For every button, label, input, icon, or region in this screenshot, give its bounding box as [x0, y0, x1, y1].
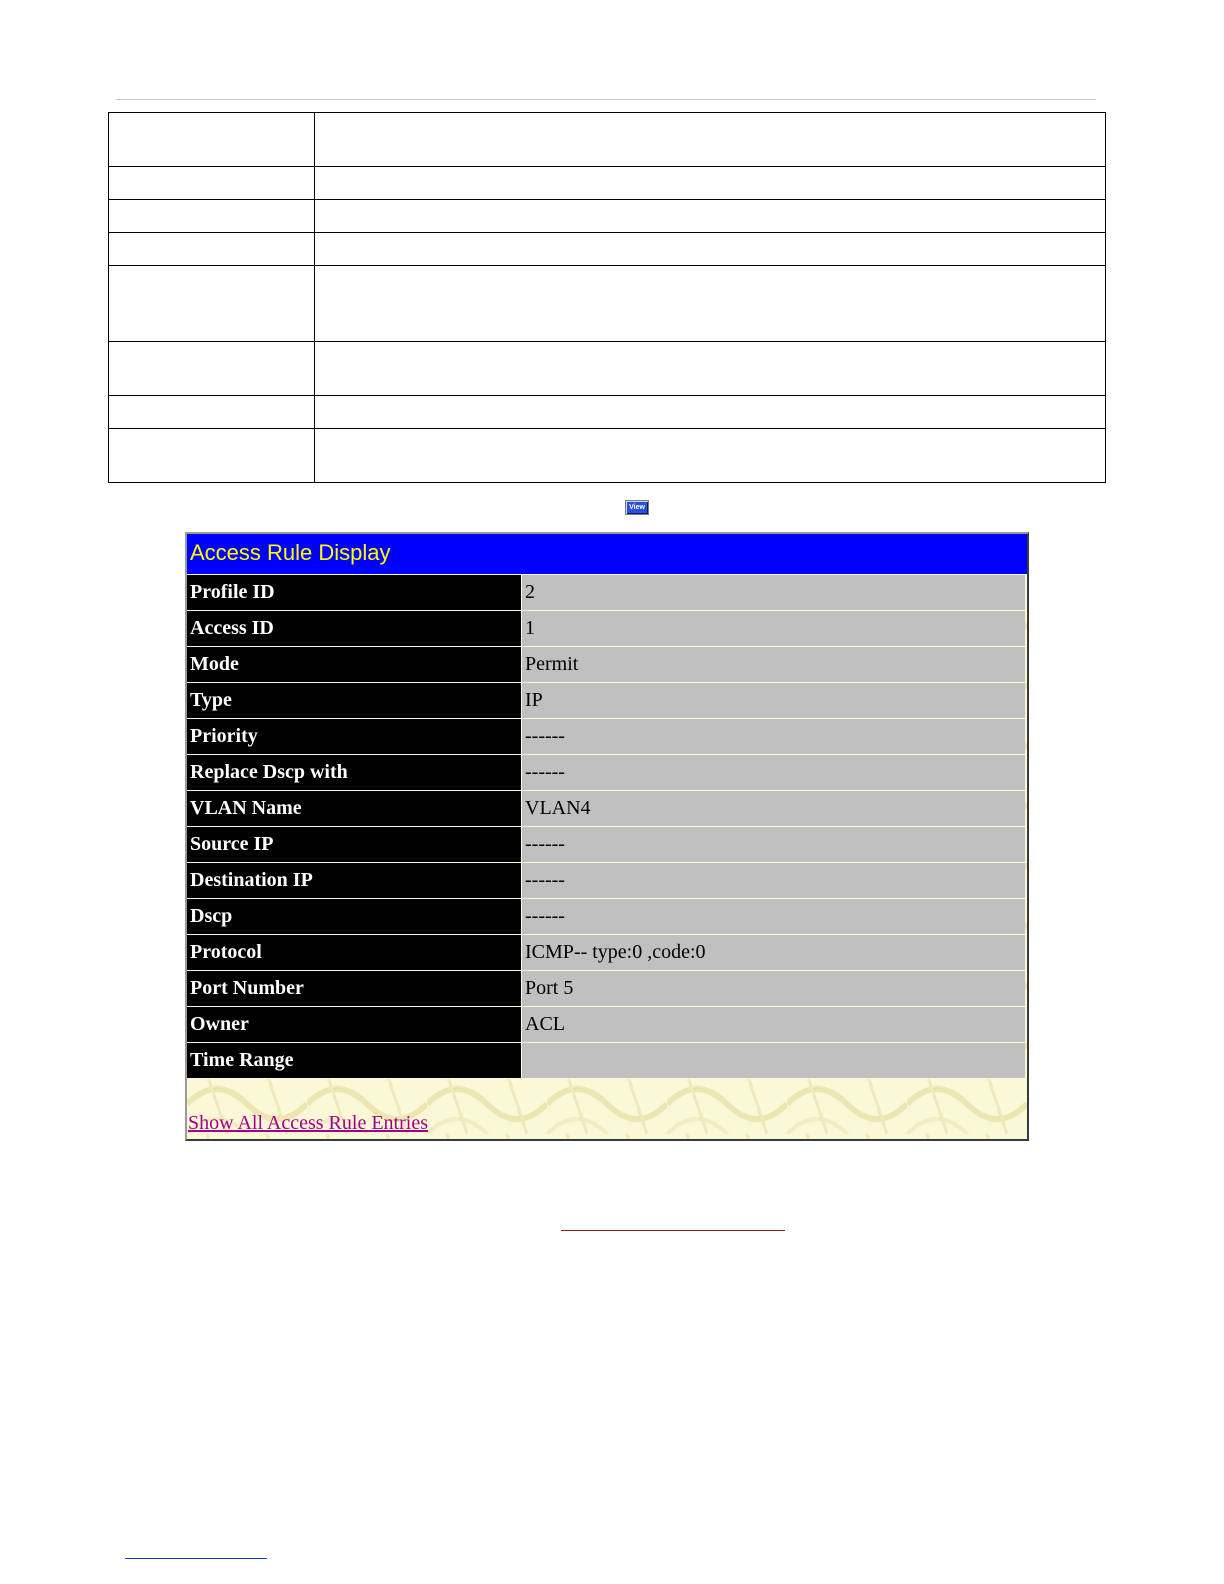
row-label: Protocol	[187, 935, 522, 971]
table-row	[187, 683, 1025, 719]
table-row	[187, 1043, 1025, 1079]
table-row	[187, 1007, 1025, 1043]
table-row	[187, 791, 1025, 827]
table-row	[109, 342, 1106, 396]
row-value: VLAN4	[522, 791, 1025, 827]
table-row	[187, 611, 1025, 647]
table-row	[109, 167, 1106, 200]
row-value: 1	[522, 611, 1025, 647]
table-row	[109, 233, 1106, 266]
row-label: Access ID	[187, 611, 522, 647]
table-row	[187, 971, 1025, 1007]
row-label: Port Number	[187, 971, 522, 1007]
table-row	[187, 647, 1025, 683]
panel-title-bar	[187, 534, 1027, 575]
row-value: Permit	[522, 647, 1025, 683]
table-row	[109, 429, 1106, 483]
table-row	[187, 899, 1025, 935]
row-value: ------	[522, 827, 1025, 863]
view-button[interactable]: View	[625, 500, 649, 515]
row-label: Type	[187, 683, 522, 719]
blue-footer-rule	[125, 1558, 267, 1559]
row-value: ICMP-- type:0 ,code:0	[522, 935, 1025, 971]
table-row	[109, 200, 1106, 233]
row-label: Mode	[187, 647, 522, 683]
panel-title: Access Rule Display	[190, 540, 391, 565]
red-underline-rule	[561, 1230, 785, 1231]
row-label: Destination IP	[187, 863, 522, 899]
table-row	[109, 396, 1106, 429]
table-row	[187, 935, 1025, 971]
row-label: Source IP	[187, 827, 522, 863]
table-row	[109, 266, 1106, 342]
access-rule-display-panel	[185, 532, 1029, 1141]
description-table	[108, 112, 1106, 483]
table-row	[187, 863, 1025, 899]
row-value: ------	[522, 755, 1025, 791]
row-value: 2	[522, 575, 1025, 611]
table-row	[187, 827, 1025, 863]
row-value: ACL	[522, 1007, 1025, 1043]
table-row	[187, 755, 1025, 791]
row-value: ------	[522, 863, 1025, 899]
row-value: Port 5	[522, 971, 1025, 1007]
row-value: ------	[522, 899, 1025, 935]
header-rule	[116, 99, 1096, 100]
row-label: Profile ID	[187, 575, 522, 611]
row-label: Replace Dscp with	[187, 755, 522, 791]
row-label: Dscp	[187, 899, 522, 935]
access-rule-table	[187, 575, 1025, 1079]
row-value: IP	[522, 683, 1025, 719]
row-value: ------	[522, 719, 1025, 755]
table-row	[187, 575, 1025, 611]
row-label: Priority	[187, 719, 522, 755]
row-label: Owner	[187, 1007, 522, 1043]
table-row	[187, 719, 1025, 755]
table-row	[109, 113, 1106, 167]
show-all-access-rule-entries-link[interactable]: Show All Access Rule Entries	[188, 1112, 428, 1134]
row-label: Time Range	[187, 1043, 522, 1079]
row-label: VLAN Name	[187, 791, 522, 827]
row-value	[522, 1043, 1025, 1079]
